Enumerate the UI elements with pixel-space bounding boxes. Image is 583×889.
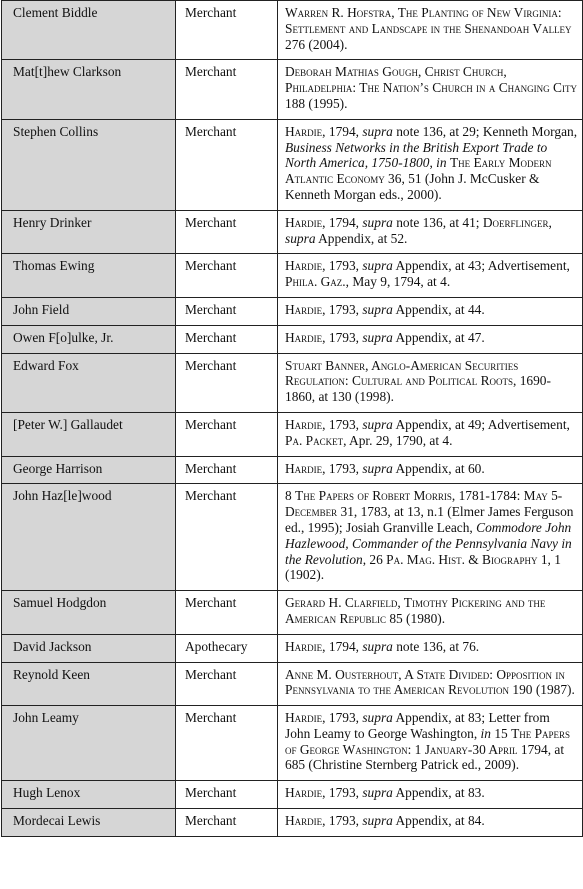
citation-small-caps: Hardie (285, 214, 323, 230)
occupation-cell: Merchant (176, 353, 278, 412)
citation-small-caps: Deborah Mathias Gough, Christ Church, Philadelphia: The Nation’s Church in a Changing City (285, 64, 577, 96)
citation-text: Appendix, at 49; Advertisement, (392, 416, 570, 432)
source-citation-cell (278, 353, 583, 412)
citation-text: , 26 (362, 551, 387, 567)
citation-italic: supra (362, 785, 393, 801)
citation-italic: supra (362, 301, 393, 317)
citation-italic: supra (362, 329, 393, 345)
citation-text: , 1793, (322, 258, 363, 274)
citation-italic: supra (362, 710, 393, 726)
citation-text: note 136, at 41; (392, 214, 483, 230)
citation-text: , 1794, (322, 638, 363, 654)
citation-text: Appendix, at 43; Advertisement, (392, 258, 570, 274)
citation-small-caps: Hardie (285, 813, 323, 829)
citation-text: , at 13, n.1 (Elmer James Ferguson ed., 1995); Josiah Granville Leach, (285, 504, 574, 535)
person-name-cell: George Harrison (2, 456, 176, 484)
person-name-cell: John Field (2, 297, 176, 325)
person-name-cell: [Peter W.] Gallaudet (2, 412, 176, 456)
citation-text: , May 9, 1794, at 4. (345, 274, 451, 290)
occupation-cell: Merchant (176, 706, 278, 781)
citation-small-caps: Gerard H. Clarfield, Timothy Pickering and the American Republic (285, 595, 546, 626)
source-citation-cell (278, 484, 583, 591)
table-row (2, 484, 583, 591)
occupation-cell: Merchant (176, 297, 278, 325)
source-citation-cell (278, 210, 583, 254)
person-name-cell: Stephen Collins (2, 119, 176, 210)
citation-italic: supra (285, 230, 316, 246)
occupation-cell: Merchant (176, 1, 278, 60)
person-name-cell: Thomas Ewing (2, 254, 176, 298)
source-citation-cell (278, 634, 583, 662)
citation-italic: supra (362, 638, 393, 654)
source-citation-cell (278, 297, 583, 325)
person-name-cell: Henry Drinker (2, 210, 176, 254)
merchants-table-body (2, 1, 583, 837)
citation-text: 1, 1 (1902). (285, 551, 561, 583)
citation-italic: supra (362, 123, 393, 139)
source-citation-cell (278, 412, 583, 456)
source-citation-cell (278, 254, 583, 298)
citation-text: , 1793, (322, 460, 363, 476)
citation-text: note 136, at 29; Kenneth Morgan, (392, 123, 578, 139)
citation-text: , 1793, (322, 416, 363, 432)
table-row (2, 297, 583, 325)
citation-italic: Business Networks in the British Export Trade to North America, 1750-1800 (285, 139, 548, 171)
source-citation-cell (278, 456, 583, 484)
person-name-cell: Owen F[o]ulke, Jr. (2, 325, 176, 353)
person-name-cell: Mat[t]hew Clarkson (2, 60, 176, 119)
citation-text: , 1793, (322, 785, 363, 801)
table-row (2, 634, 583, 662)
occupation-cell: Merchant (176, 325, 278, 353)
citation-small-caps: Anne M. Ousterhout, A State Divided: Opposition in Pennsylvania to the American Revolution (285, 666, 565, 698)
occupation-cell: Merchant (176, 591, 278, 635)
citation-italic: Commodore John Hazlewood, Commander of the Pennsylvania Navy in the Revolution (285, 519, 572, 567)
citation-small-caps: Hardie (285, 416, 323, 432)
citation-text: , 1794, (322, 214, 363, 230)
table-row (2, 254, 583, 298)
citation-small-caps: Doerflinger (482, 214, 549, 230)
citation-small-caps: The Papers of George Washington: 1 January-30 April 1794 (285, 725, 571, 757)
citation-small-caps: Hardie (285, 710, 323, 726)
occupation-cell: Merchant (176, 484, 278, 591)
table-row (2, 325, 583, 353)
source-citation-cell (278, 1, 583, 60)
occupation-cell: Merchant (176, 119, 278, 210)
source-citation-cell (278, 706, 583, 781)
person-name-cell: Clement Biddle (2, 1, 176, 60)
source-citation-cell (278, 60, 583, 119)
citation-text: 276 (2004). (285, 36, 348, 52)
source-citation-cell (278, 781, 583, 809)
person-name-cell: David Jackson (2, 634, 176, 662)
occupation-cell: Merchant (176, 809, 278, 837)
table-row (2, 662, 583, 706)
citation-small-caps: Phila. Gaz. (285, 274, 346, 290)
citation-text: , at 685 (Christine Sternberg Patrick ed., 2009). (285, 741, 565, 773)
citation-text: Appendix, at 52. (315, 230, 408, 246)
citation-small-caps: Stuart Banner, Anglo-American Securities Regulation: Cultural and Political Roots, 1690-1860 (285, 357, 551, 405)
citation-italic: supra (362, 460, 393, 476)
table-row (2, 706, 583, 781)
citation-text: , 1794, (322, 123, 363, 139)
occupation-cell: Apothecary (176, 634, 278, 662)
citation-text: 8 (285, 488, 296, 504)
person-name-cell: Mordecai Lewis (2, 809, 176, 837)
source-citation-cell (278, 662, 583, 706)
source-citation-cell (278, 119, 583, 210)
table-row (2, 1, 583, 60)
citation-italic: in (480, 725, 491, 741)
citation-small-caps: Hardie (285, 258, 323, 274)
table-row (2, 591, 583, 635)
table-row (2, 412, 583, 456)
occupation-cell: Merchant (176, 254, 278, 298)
citation-italic: supra (362, 416, 393, 432)
person-name-cell: John Leamy (2, 706, 176, 781)
citation-text: 36, 51 (John J. McCusker & Kenneth Morgan eds., 2000). (285, 171, 540, 202)
citation-small-caps: The Early Modern Atlantic Economy (285, 155, 552, 187)
citation-small-caps: Pa. Packet (285, 432, 344, 448)
citation-text: note 136, at 76. (392, 638, 480, 654)
person-name-cell: Hugh Lenox (2, 781, 176, 809)
citation-text: Appendix, at 47. (392, 329, 485, 345)
citation-text: 188 (1995). (285, 95, 348, 111)
citation-italic: supra (362, 813, 393, 829)
citation-text: , (429, 155, 437, 171)
citation-text: , (548, 214, 552, 230)
citation-text: Appendix, at 83; Letter from John Leamy to George Washington, (285, 710, 550, 741)
citation-small-caps: Hardie (285, 638, 323, 654)
citation-text: , Apr. 29, 1790, at 4. (343, 432, 453, 448)
table-row (2, 456, 583, 484)
citation-text: , 1793, (322, 329, 363, 345)
citation-italic: supra (362, 214, 393, 230)
citation-text: Appendix, at 83. (392, 785, 485, 801)
source-citation-cell (278, 809, 583, 837)
occupation-cell: Merchant (176, 662, 278, 706)
table-row (2, 210, 583, 254)
occupation-cell: Merchant (176, 210, 278, 254)
citation-text: 15 (490, 725, 512, 741)
table-row (2, 781, 583, 809)
citation-text: , at 130 (1998). (311, 389, 394, 405)
citation-small-caps: The Papers of Robert Morris, 1781-1784: May 5-December 31, 1783 (285, 488, 563, 520)
person-name-cell: Edward Fox (2, 353, 176, 412)
citation-italic: supra (362, 258, 393, 274)
person-name-cell: John Haz[le]wood (2, 484, 176, 591)
person-name-cell: Samuel Hodgdon (2, 591, 176, 635)
occupation-cell: Merchant (176, 60, 278, 119)
table-row (2, 809, 583, 837)
occupation-cell: Merchant (176, 412, 278, 456)
citation-text: , 1793, (322, 710, 363, 726)
citation-text: Appendix, at 84. (392, 813, 485, 829)
citation-small-caps: Hardie (285, 785, 323, 801)
merchants-table (1, 0, 583, 837)
source-citation-cell (278, 325, 583, 353)
occupation-cell: Merchant (176, 781, 278, 809)
source-citation-cell (278, 591, 583, 635)
occupation-cell: Merchant (176, 456, 278, 484)
citation-small-caps: Warren R. Hofstra, The Planting of New Virginia: Settlement and Landscape in the Shenandoah Valley (285, 5, 572, 36)
citation-italic: in (436, 155, 447, 171)
person-name-cell: Reynold Keen (2, 662, 176, 706)
citation-text: , 1793, (322, 813, 363, 829)
citation-text: Appendix, at 44. (392, 301, 485, 317)
citation-small-caps: Hardie (285, 460, 323, 476)
table-row (2, 353, 583, 412)
citation-small-caps: Hardie (285, 329, 323, 345)
citation-small-caps: Hardie (285, 301, 323, 317)
citation-text: 190 (1987). (509, 682, 575, 698)
table-row (2, 119, 583, 210)
citation-small-caps: Pa. Mag. Hist. & Biography (386, 551, 538, 567)
table-row (2, 60, 583, 119)
citation-small-caps: Hardie (285, 123, 323, 139)
citation-text: , 1793, (322, 301, 363, 317)
citation-text: Appendix, at 60. (392, 460, 485, 476)
citation-text: 85 (1980). (385, 610, 446, 626)
